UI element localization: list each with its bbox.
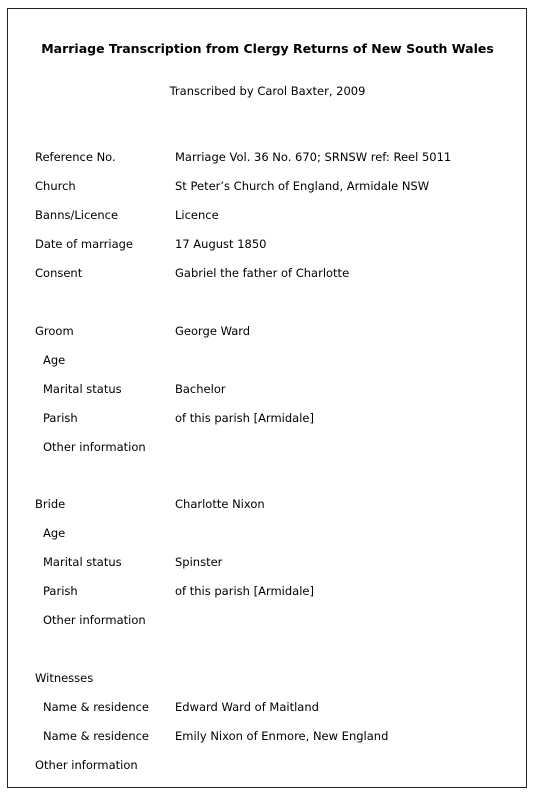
- field-value: of this parish [Armidale]: [175, 584, 314, 598]
- field-label: Parish: [43, 411, 78, 425]
- witnesses-heading-row: [0, 671, 535, 689]
- field-value: Licence: [175, 208, 219, 222]
- field-label: Banns/Licence: [35, 208, 119, 222]
- document-subtitle: Transcribed by Carol Baxter, 2009: [169, 84, 366, 98]
- field-label: Other information: [35, 758, 138, 772]
- field-label: Parish: [43, 584, 78, 598]
- section-heading: Witnesses: [35, 671, 94, 685]
- field-label: Church: [35, 179, 76, 193]
- record-row-reference: [0, 150, 535, 168]
- bride-heading-row: [0, 497, 535, 515]
- record-row-banns-licence: [0, 208, 535, 226]
- section-heading: Bride: [35, 497, 66, 511]
- bride-row-marital-status: [0, 555, 535, 573]
- groom-row-marital-status: [0, 382, 535, 400]
- bride-row-parish: [0, 584, 535, 602]
- field-value: Bachelor: [175, 382, 226, 396]
- groom-row-parish: [0, 411, 535, 429]
- field-value: of this parish [Armidale]: [175, 411, 314, 425]
- field-label: Other information: [43, 440, 146, 454]
- witnesses-other-information-row: [0, 758, 535, 776]
- field-label: Marital status: [43, 382, 122, 396]
- field-value: Spinster: [175, 555, 223, 569]
- section-heading: Groom: [35, 324, 74, 338]
- field-label: Name & residence: [43, 700, 150, 714]
- field-value: Gabriel the father of Charlotte: [175, 266, 350, 280]
- field-label: Age: [43, 526, 66, 540]
- field-label: Marital status: [43, 555, 122, 569]
- bride-row-age: [0, 526, 535, 544]
- witness-row-1: [0, 700, 535, 718]
- field-value: 17 August 1850: [175, 237, 267, 251]
- groom-name: George Ward: [175, 324, 251, 338]
- witness-row-2: [0, 729, 535, 747]
- field-label: Other information: [43, 613, 146, 627]
- field-value: St Peter’s Church of England, Armidale NSW: [175, 179, 430, 193]
- record-row-date: [0, 237, 535, 255]
- bride-row-other-information: [0, 613, 535, 631]
- groom-heading-row: [0, 324, 535, 342]
- field-label: Reference No.: [35, 150, 116, 164]
- field-label: Consent: [35, 266, 83, 280]
- bride-name: Charlotte Nixon: [175, 497, 265, 511]
- field-value: Marriage Vol. 36 No. 670; SRNSW ref: Reel 5011: [175, 150, 452, 164]
- field-label: Date of marriage: [35, 237, 134, 251]
- record-row-church: [0, 179, 535, 197]
- document-title: Marriage Transcription from Clergy Returns of New South Wales: [41, 41, 494, 56]
- field-label: Name & residence: [43, 729, 150, 743]
- record-row-consent: [0, 266, 535, 284]
- field-label: Age: [43, 353, 66, 367]
- field-value: Edward Ward of Maitland: [175, 700, 319, 714]
- field-value: Emily Nixon of Enmore, New England: [175, 729, 389, 743]
- groom-row-other-information: [0, 440, 535, 458]
- groom-row-age: [0, 353, 535, 371]
